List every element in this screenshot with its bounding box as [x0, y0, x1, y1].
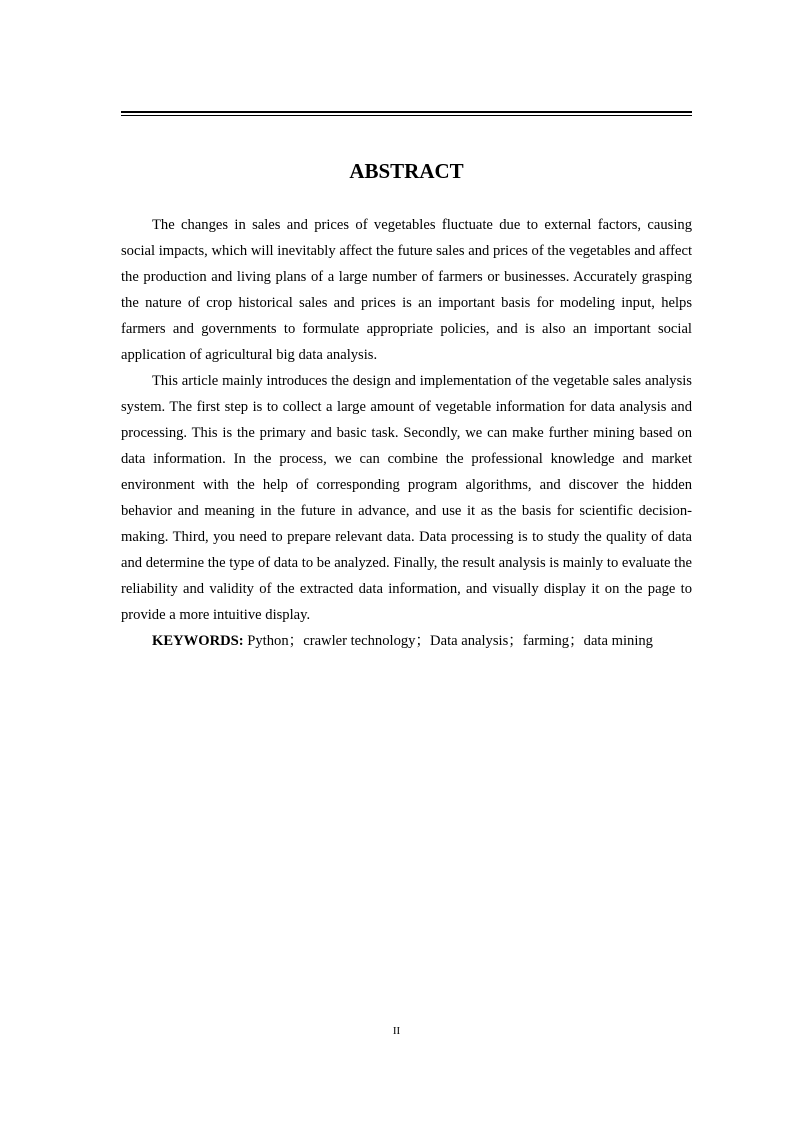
abstract-body: [121, 212, 692, 654]
keywords-label: KEYWORDS:: [152, 633, 244, 649]
header-rule: [121, 111, 692, 116]
page-number: II: [392, 1025, 401, 1037]
abstract-paragraph: This article mainly introduces the design and implementation of the vegetable sales analysis system. The first step is to collect a large amount of vegetable information for data analysis and processing. This is the primary and basic task. Secondly, we can make further mining based on data information. In the process, we can combine the professional knowledge and market environment with the help of corresponding program algorithms, and discover the hidden behavior and meaning in the future in advance, and use it as the basis for scientific decision-making. Third, you need to prepare relevant data. Data processing is to study the quality of data and determine the type of data to be analyzed. Finally, the result analysis is mainly to evaluate the reliability and validity of the extracted data information, and visually display it on the page to provide a more intuitive display.: [121, 373, 692, 623]
keywords-line: [121, 628, 692, 654]
page-title: ABSTRACT: [349, 159, 464, 183]
abstract-paragraph: The changes in sales and prices of vegetables fluctuate due to external factors, causing social impacts, which will inevitably affect the future sales and prices of the vegetables and affect the production and living plans of a large number of farmers or businesses. Accurately grasping the nature of crop historical sales and prices is an important basis for modeling input, helps farmers and governments to formulate appropriate policies, and is also an important social application of agricultural big data analysis.: [121, 217, 692, 363]
keywords-text: Python；crawler technology；Data analysis；farming；data mining: [243, 633, 653, 649]
